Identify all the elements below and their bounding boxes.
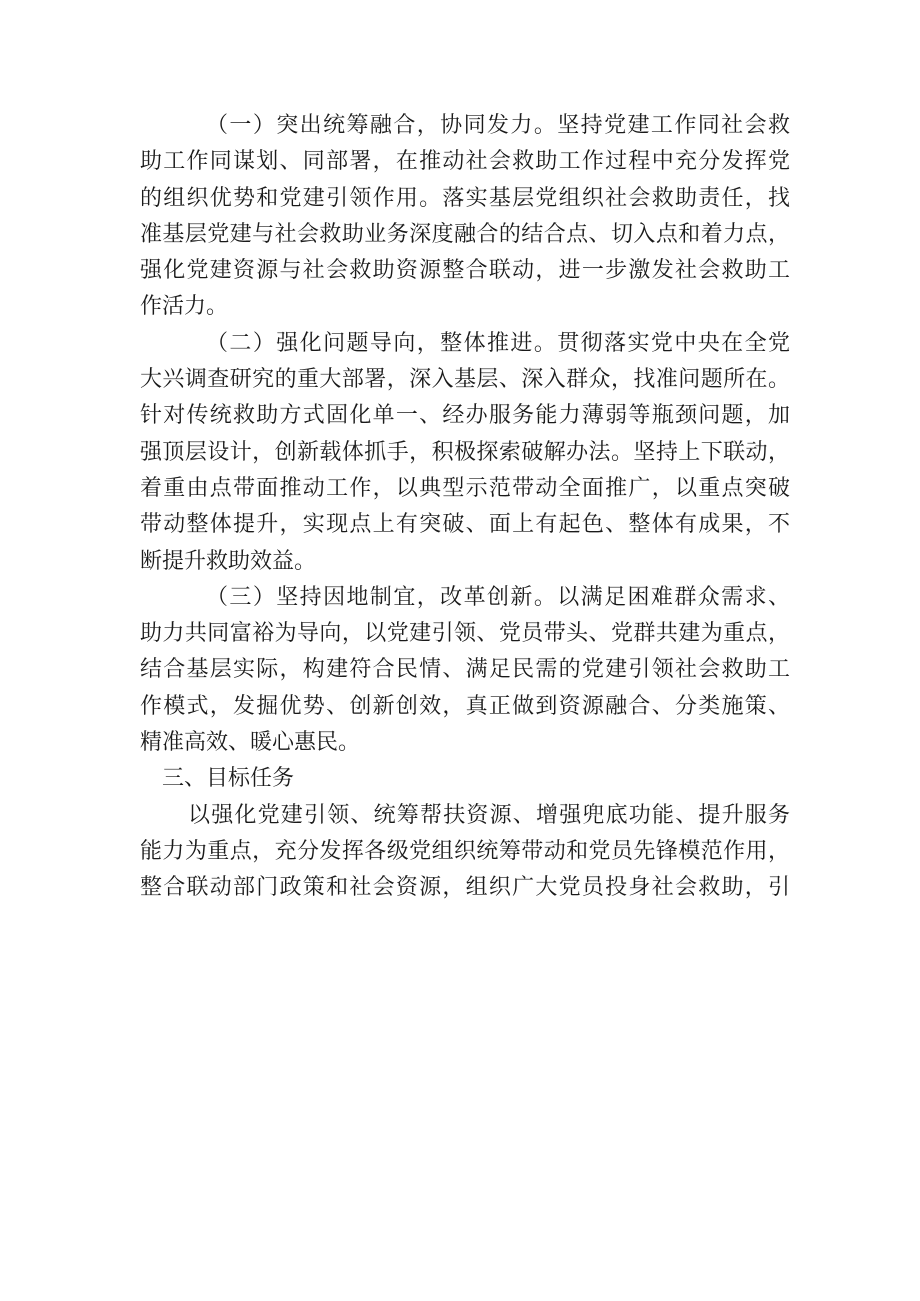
- paragraph-3-line-1: （三）坚持因地制宜，改革创新。以满足困难群众需求、: [206, 584, 790, 610]
- paragraph-2-line-4: 强顶层设计，创新载体抓手，积极探索破解办法。坚持上下联动，: [140, 439, 790, 465]
- paragraph-2-line-1: （二）强化问题导向，整体推进。贯彻落实党中央在全党: [206, 330, 790, 356]
- paragraph-2-line-6: 带动整体提升，实现点上有突破、面上有起色、整体有成果，不: [140, 512, 790, 538]
- paragraph-4-line-2: 能力为重点，充分发挥各级党组织统筹带动和党员先锋模范作用，: [140, 838, 790, 864]
- paragraph-2-line-2: 大兴调查研究的重大部署，深入基层、深入群众，找准问题所在。: [140, 367, 790, 393]
- paragraph-1-line-4: 准基层党建与社会救助业务深度融合的结合点、切入点和着力点，: [140, 221, 790, 247]
- paragraph-1-line-1: （一）突出统筹融合，协同发力。坚持党建工作同社会救: [206, 113, 790, 138]
- paragraph-1-line-5: 强化党建资源与社会救助资源整合联动，进一步激发社会救助工: [140, 258, 790, 284]
- paragraph-3-line-2: 助力共同富裕为导向，以党建引领、党员带头、党群共建为重点，: [140, 621, 790, 647]
- paragraph-3-line-3: 结合基层实际，构建符合民情、满足民需的党建引领社会救助工: [140, 657, 790, 683]
- paragraph-1-line-3: 的组织优势和党建引领作用。落实基层党组织社会救助责任，找: [140, 185, 790, 211]
- paragraph-4-line-3: 整合联动部门政策和社会资源，组织广大党员投身社会救助，引: [140, 875, 790, 901]
- paragraph-4-line-1: 以强化党建引领、统筹帮扶资源、增强兜底功能、提升服务: [188, 802, 790, 828]
- paragraph-1-line-6: 作活力。: [140, 294, 229, 320]
- paragraph-1-line-2: 助工作同谋划、同部署，在推动社会救助工作过程中充分发挥党: [140, 149, 790, 175]
- paragraph-2-line-7: 断提升救助效益。: [140, 548, 317, 574]
- paragraph-2-line-5: 着重由点带面推动工作，以典型示范带动全面推广，以重点突破: [140, 475, 790, 501]
- paragraph-3-line-5: 精准高效、暖心惠民。: [140, 730, 361, 756]
- paragraph-2-line-3: 针对传统救助方式固化单一、经办服务能力薄弱等瓶颈问题，加: [140, 403, 790, 429]
- document-body: [140, 108, 790, 907]
- paragraph-3-line-4: 作模式，发掘优势、创新创效，真正做到资源融合、分类施策、: [140, 693, 790, 719]
- section-heading: 三、目标任务: [162, 766, 295, 792]
